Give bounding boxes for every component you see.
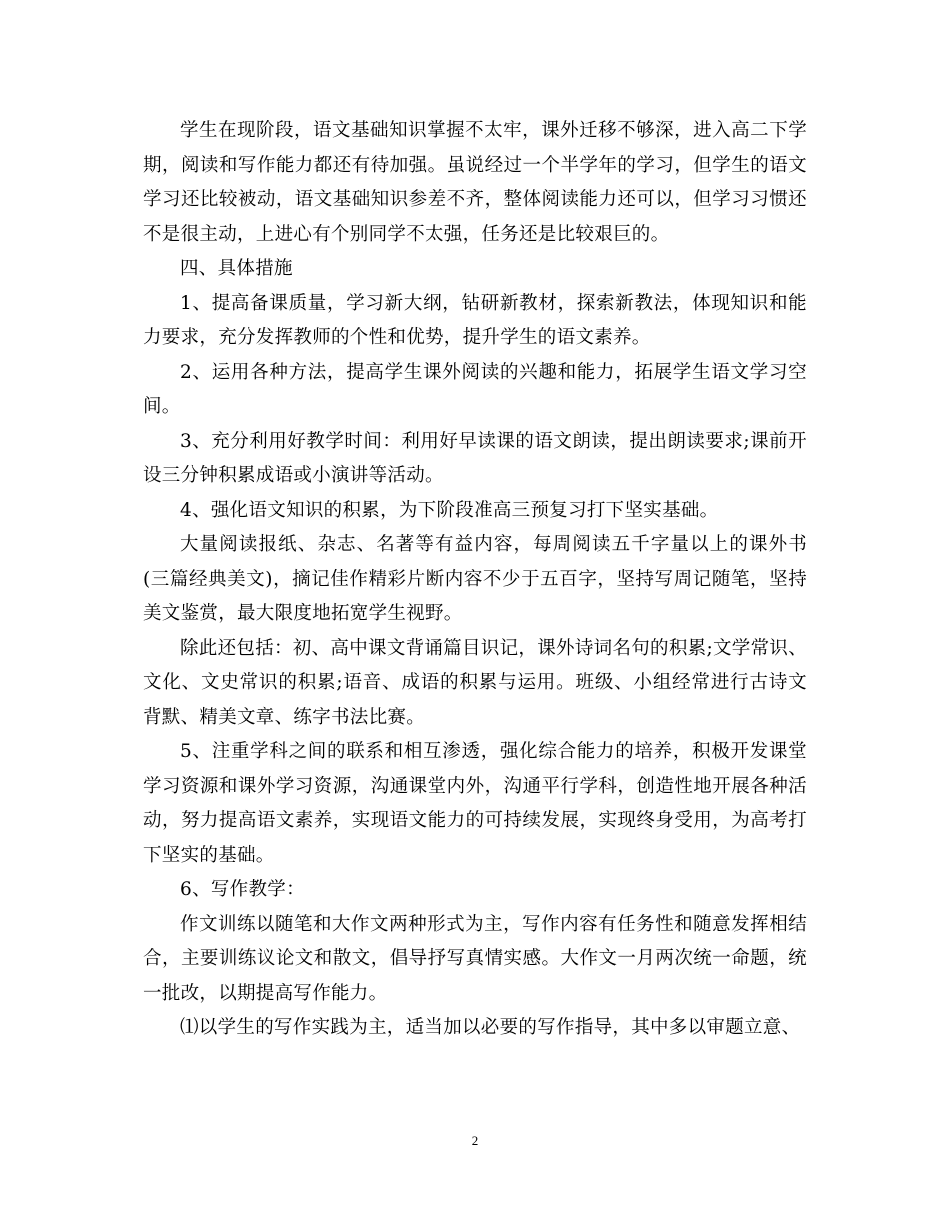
paragraph-writing-practice: ⑴以学生的写作实践为主，适当加以必要的写作指导，其中多以审题立意、 bbox=[180, 1017, 801, 1038]
page-number: 2 bbox=[471, 1133, 479, 1148]
paragraph-measure-2: 2、运用各种方法，提高学生课外阅读的兴趣和能力，拓展学生语文学习空间。 bbox=[143, 361, 807, 417]
section-heading-measures: 四、具体措施 bbox=[180, 258, 293, 279]
document-body bbox=[143, 114, 807, 1046]
paragraph-reading: 大量阅读报纸、杂志、名著等有益内容，每周阅读五千字量以上的课外书(三篇经典美文)，摘记佳作精彩片断内容不少于五百字，坚持写周记随笔，坚持美文鉴赏，最大限度地拓宽学生视野。 bbox=[143, 534, 807, 624]
paragraph-measure-5: 5、注重学科之间的联系和相互渗透，强化综合能力的培养，积极开发课堂学习资源和课外学习资源，沟通课堂内外，沟通平行学科，创造性地开展各种活动，努力提高语文素养，实现语文能力的可持续发展，实现终身受用，为高考打下坚实的基础。 bbox=[143, 741, 807, 866]
paragraph-measure-1: 1、提高备课质量，学习新大纲，钻研新教材，探索新教法，体现知识和能力要求，充分发挥教师的个性和优势，提升学生的语文素养。 bbox=[143, 292, 807, 348]
paragraph-measure-6-heading: 6、写作教学： bbox=[180, 879, 305, 900]
paragraph-accumulation: 除此还包括：初、高中课文背诵篇目识记，课外诗词名句的积累;文学常识、文化、文史常识的积累;语音、成语的积累与运用。班级、小组经常进行古诗文背默、精美文章、练字书法比赛。 bbox=[143, 637, 807, 728]
paragraph-current-situation: 学生在现阶段，语文基础知识掌握不太牢，课外迁移不够深，进入高二下学期，阅读和写作能力都还有待加强。虽说经过一个半学年的学习，但学生的语文学习还比较被动，语文基础知识参差不齐，整体阅读能力还可以，但学习习惯还不是很主动，上进心有个别同学不太强，任务还是比较艰巨的。 bbox=[143, 120, 807, 245]
paragraph-measure-3: 3、充分利用好教学时间：利用好早读课的语文朗读，提出朗读要求;课前开设三分钟积累成语或小演讲等活动。 bbox=[143, 430, 807, 486]
paragraph-measure-4: 4、强化语文知识的积累，为下阶段准高三预复习打下坚实基础。 bbox=[180, 499, 719, 521]
paragraph-writing-training: 作文训练以随笔和大作文两种形式为主，写作内容有任务性和随意发挥相结合，主要训练议论文和散文，倡导抒写真情实感。大作文一月两次统一命题，统一批改，以期提高写作能力。 bbox=[143, 913, 807, 1004]
